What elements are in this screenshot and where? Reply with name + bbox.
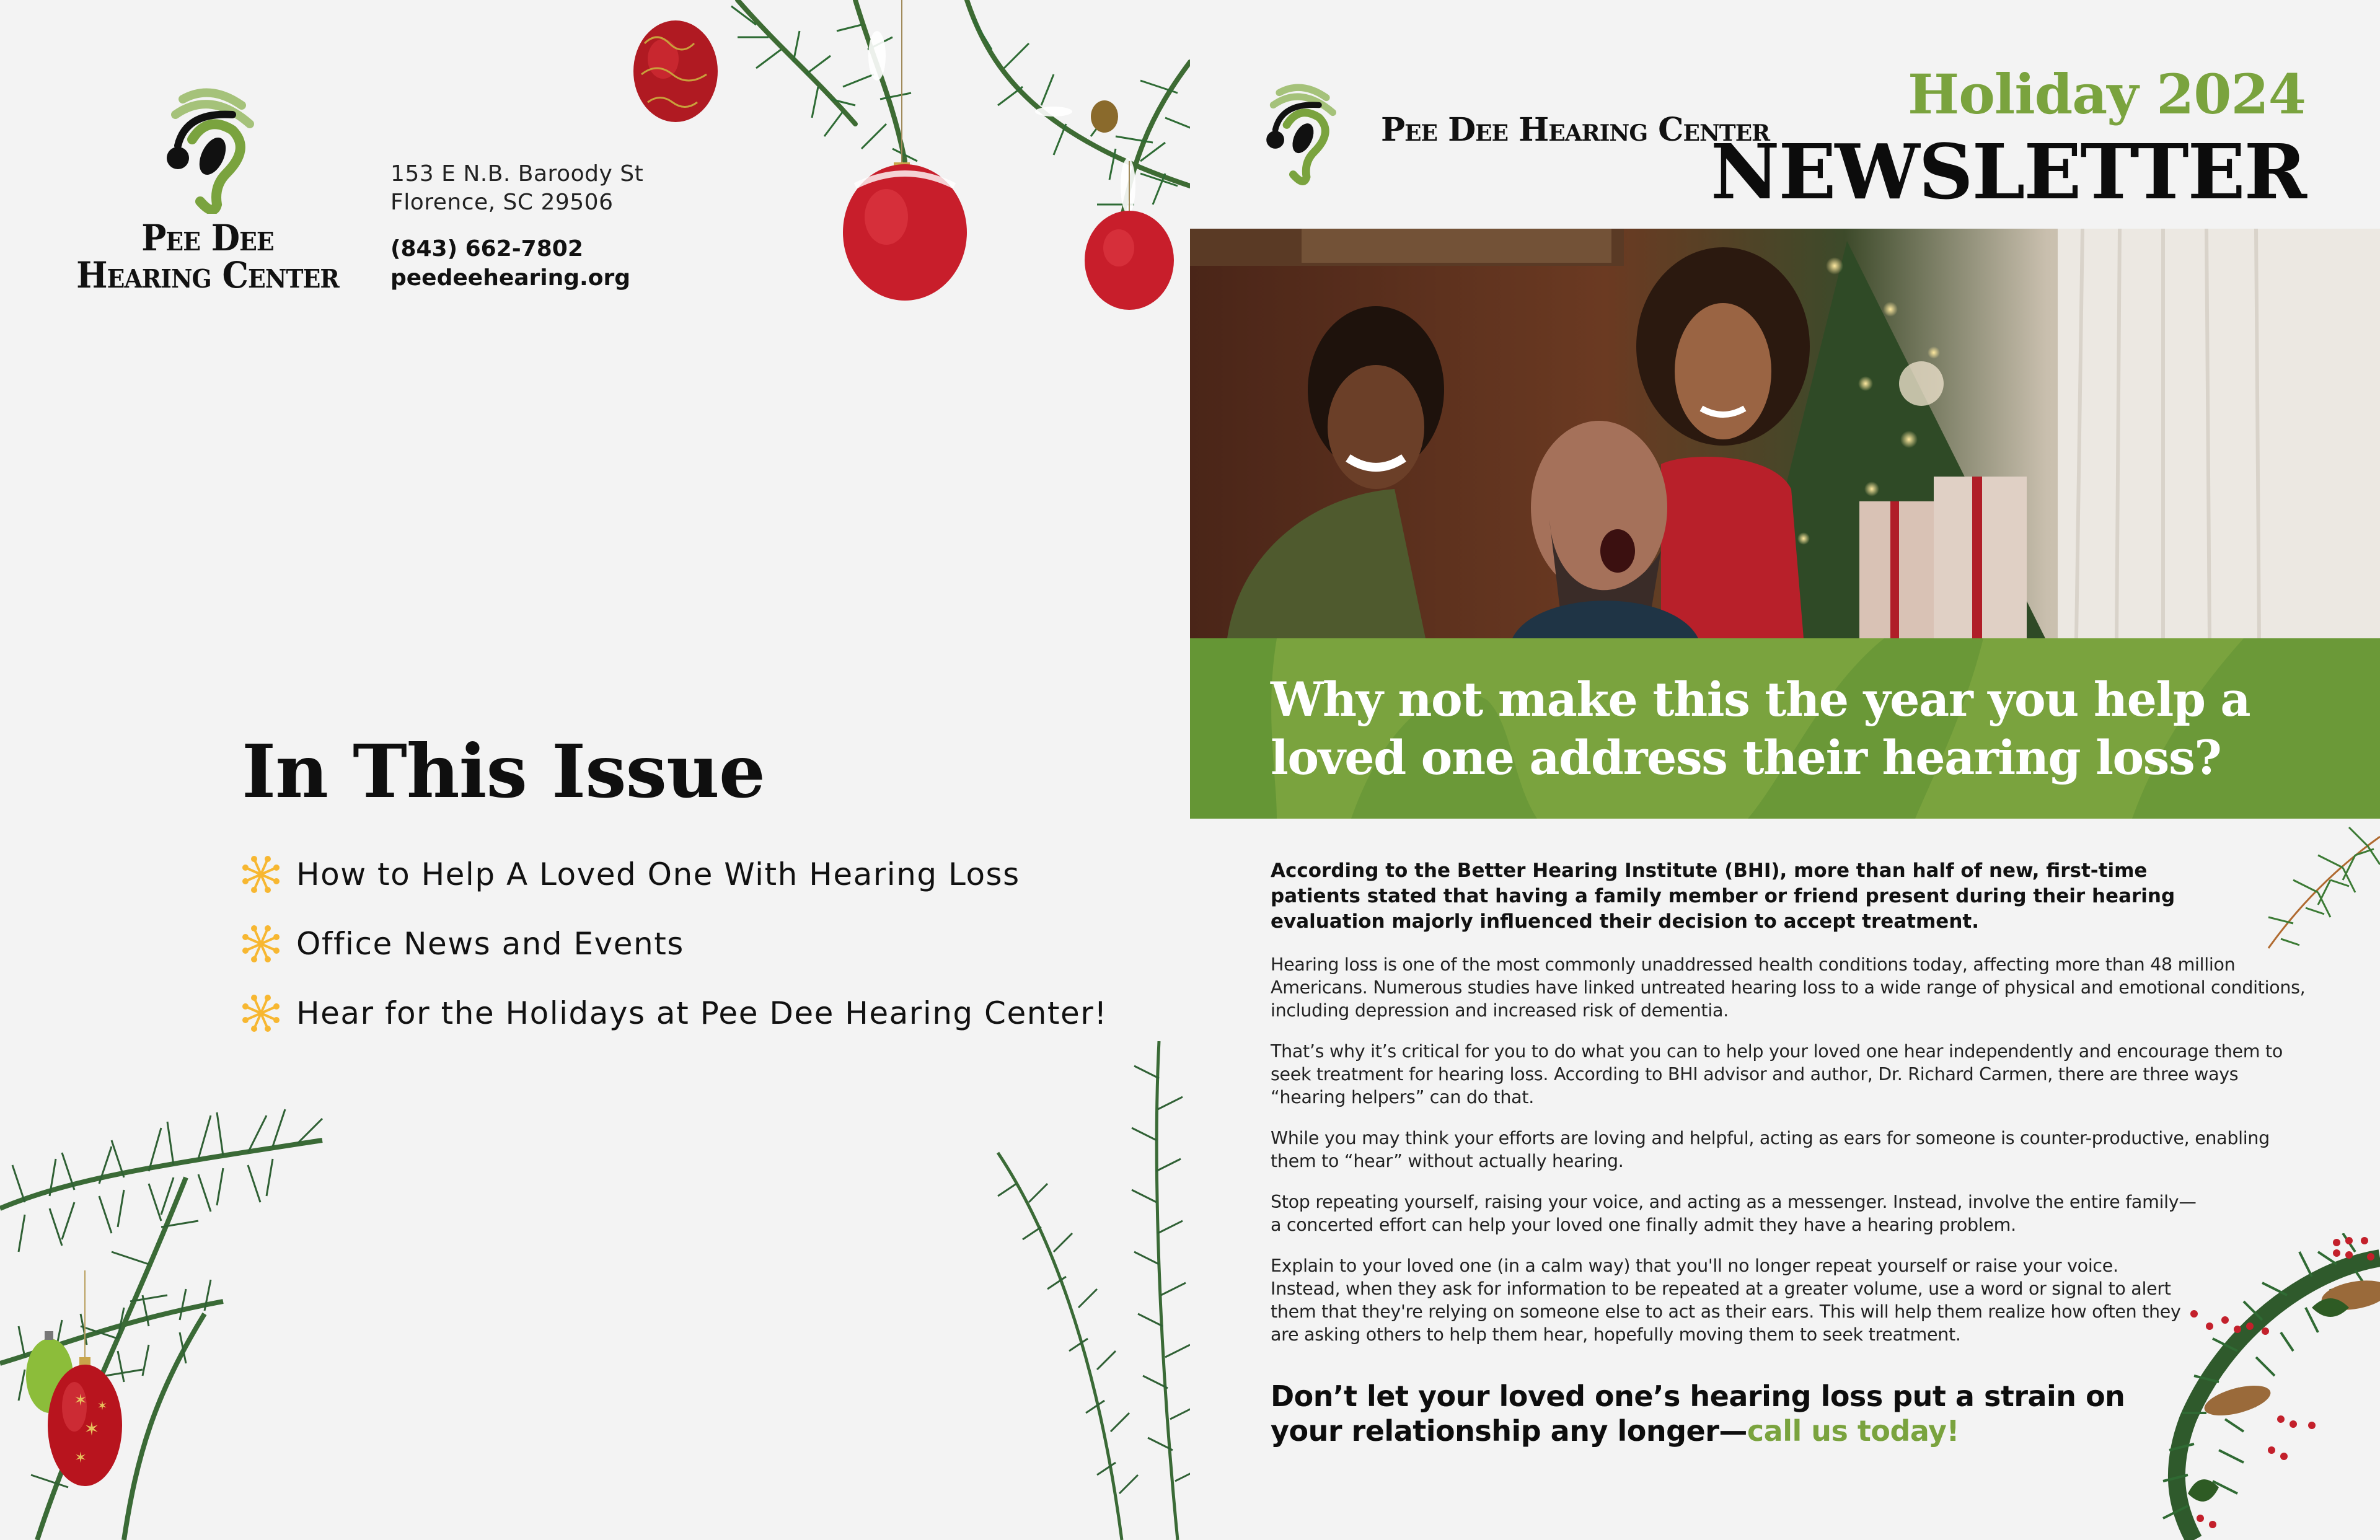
- cta-text: Don’t let your loved one’s hearing loss put a strain on your relationship any longer—: [1271, 1379, 2125, 1448]
- brand-wordmark: [62, 217, 353, 296]
- pine-branch-ornaments-icon: [0, 1054, 471, 1540]
- banner-headline: Why not make this the year you help a loved one address their hearing loss?: [1271, 672, 2250, 785]
- snowflake-icon: [242, 925, 280, 963]
- issue-item[interactable]: [242, 840, 1108, 909]
- phone-number[interactable]: (843) 662-7802: [390, 236, 583, 262]
- issue-item-label: How to Help A Loved One With Hearing Loss: [296, 856, 1020, 892]
- article-paragraph: That’s why it’s critical for you to do what you can to help your loved one hear independently and encourage them to seek treatment for hearing loss. According to BHI advisor and author, Dr. Richard Carmen, there are three ways “hearing helpers” can do that.: [1271, 1041, 2283, 1107]
- call-us-link[interactable]: call us today!: [1747, 1414, 1960, 1448]
- svg-text:✶: ✶: [74, 1391, 87, 1410]
- article-paragraph: Stop repeating yourself, raising your voice, and acting as a messenger. Instead, involve the entire family—a concerted effort can help your loved one finally admit they have a hearing problem.: [1271, 1192, 2197, 1235]
- website-link[interactable]: peedeehearing.org: [390, 265, 630, 291]
- in-this-issue-list: [242, 840, 1108, 1048]
- edition-label: Holiday 2024: [1908, 62, 2306, 126]
- pine-sprig-icon: [973, 1041, 1190, 1540]
- address-line1: 153 E N.B. Baroody St: [390, 161, 644, 187]
- contact-block: [390, 160, 643, 293]
- brand-wordmark-inline: Pee Dee Hearing Center: [1381, 111, 1770, 149]
- headline-banner: [1190, 638, 2380, 819]
- snowflake-icon: [242, 855, 280, 894]
- issue-item-label: Hear for the Holidays at Pee Dee Hearing Center!: [296, 995, 1108, 1031]
- article-paragraph: Explain to your loved one (in a calm way) that you'll no longer repeat yourself or raise your voice. Instead, when they ask for information to be repeated at a greater volume, use a word or signal to alert them that they're relying on someone else to act as their ears. This will help them realize how often they are asking others to help them hear, hopefully moving them to seek treatment.: [1271, 1256, 2181, 1345]
- issue-item[interactable]: [242, 979, 1108, 1048]
- article-paragraph: Hearing loss is one of the most commonly unaddressed health conditions today, affecting more than 48 million Americans. Numerous studies have linked untreated hearing loss to a wide range of physical and emotional conditions, including depression and increased risk of dementia.: [1271, 954, 2306, 1021]
- svg-text:✶: ✶: [97, 1398, 108, 1413]
- in-this-issue-title: In This Issue: [242, 728, 765, 814]
- call-to-action: [1271, 1379, 2169, 1448]
- issue-item[interactable]: [242, 909, 1108, 979]
- newsletter-title: NEWSLETTER: [1711, 127, 2306, 216]
- ear-with-sound-waves-icon: [164, 87, 257, 214]
- hero-photo: [1190, 229, 2380, 638]
- svg-text:✶: ✶: [84, 1419, 100, 1440]
- brand-name-line1: Pee Dee: [141, 217, 274, 259]
- pine-branches-ornaments-icon: [595, 0, 1190, 434]
- svg-text:✶: ✶: [74, 1449, 87, 1466]
- address-line2: Florence, SC 29506: [390, 190, 614, 215]
- article-body: [1271, 858, 2318, 1364]
- ear-with-sound-waves-icon: [1264, 73, 1339, 194]
- article-lead: According to the Better Hearing Institute (BHI), more than half of new, first-time patients stated that having a family member or friend present during their hearing evaluation majorly influenced their decision to accept treatment.: [1271, 860, 2175, 933]
- article-paragraph: While you may think your efforts are loving and helpful, acting as ears for someone is counter-productive, enabling them to “hear” without actually hearing.: [1271, 1128, 2270, 1171]
- issue-item-label: Office News and Events: [296, 926, 684, 962]
- brand-name-line2: Hearing Center: [76, 254, 339, 296]
- family-holiday-photo-icon: [1190, 229, 2380, 638]
- snowflake-icon: [242, 994, 280, 1032]
